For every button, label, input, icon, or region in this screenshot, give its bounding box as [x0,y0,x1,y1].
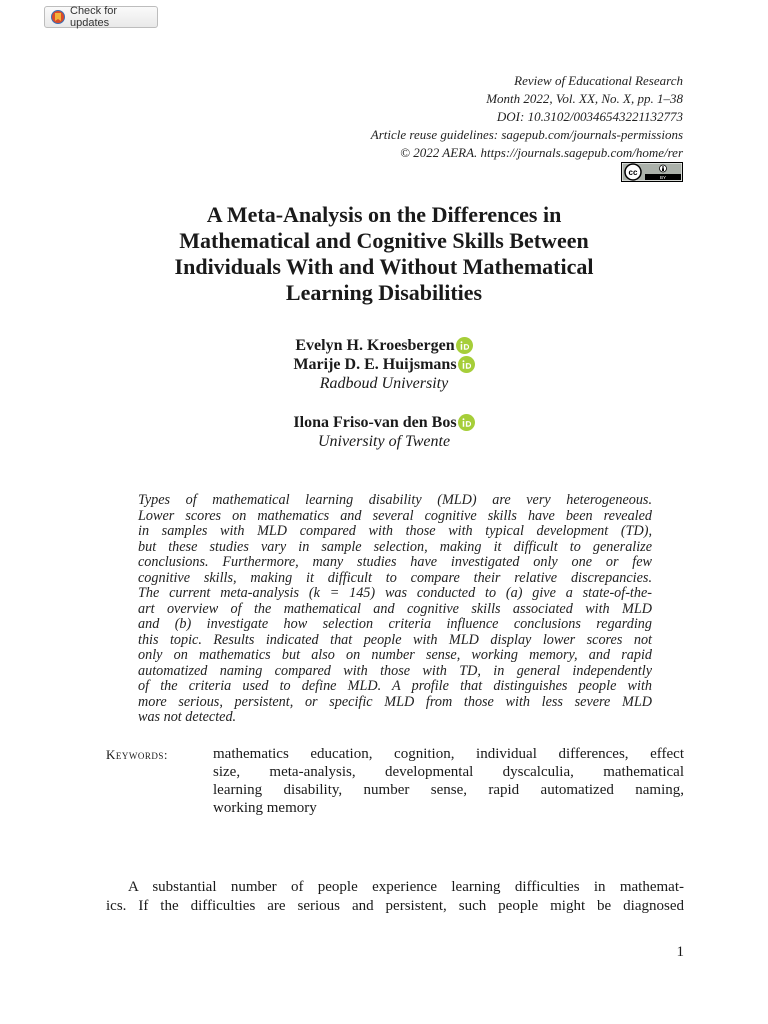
author-affiliation: University of Twente [317,433,451,450]
orcid-icon[interactable] [456,337,473,354]
orcid-icon[interactable] [458,414,475,431]
abstract-line: The current meta-analysis (k = 145) was conducted to (a) give a state-of-the- [138,585,652,601]
author-group-1 [84,336,684,393]
keywords-line: size, meta-analysis, developmental dyscalculia, mathematical [213,764,684,780]
author-row [84,413,684,432]
abstract-line: in samples with MLD compared with those with typical development (TD), [138,523,652,539]
keywords-list [213,745,684,817]
body-line: ics. If the difficulties are serious and persistent, such people might be diagnosed [106,898,684,914]
journal-info [371,72,683,162]
keywords-line: learning disability, number sense, rapid automatized naming, [213,782,684,798]
abstract-line: automatized naming compared with those with TD, in general independently [138,662,652,679]
abstract-line: only on mathematics but also on number sense, working memory, and rapid [138,647,652,663]
abstract-line: this topic. Results indicated that people with MLD display lower scores not [138,631,652,648]
abstract-line: conclusions. Furthermore, many studies have investigated only one or few [138,554,652,570]
author-name: Ilona Friso-van den Bos [293,414,457,431]
abstract-line: art overview of the mathematical and cognitive skills associated with MLD [138,600,652,617]
journal-doi[interactable]: DOI: 10.3102/00346543221132773 [496,109,683,124]
abstract-line: but these studies vary in sample selection, making it difficult to generalize [138,538,652,555]
abstract-line: more serious, persistent, or specific MLD from those with less severe MLD [138,693,652,710]
keywords-line: working memory [213,800,317,816]
check-updates-icon [51,10,65,24]
body-line: A substantial number of people experience learning difficulties in mathemat- [128,879,684,895]
author-row [84,355,684,374]
body-paragraph [106,878,684,916]
abstract-line: of the criteria used to define MLD. A profile that distinguishes people with [138,678,652,694]
title-line: A Meta-Analysis on the Differences in [206,202,562,227]
author-affiliation: Radboud University [319,375,449,392]
abstract-line: Lower scores on mathematics and several cognitive skills have been revealed [138,507,652,524]
check-for-updates-label: Check for updates [70,5,118,29]
abstract-line: Types of mathematical learning disability (MLD) are very heterogeneous. [138,492,652,508]
svg-text:cc: cc [628,168,638,177]
author-name: Evelyn H. Kroesbergen [295,337,455,354]
journal-name: Review of Educational Research [514,73,683,88]
title-line: Mathematical and Cognitive Skills Between [179,228,589,253]
cc-by-icon[interactable] [621,162,683,182]
journal-issue: Month 2022, Vol. XX, No. X, pp. 1–38 [486,91,683,106]
abstract-line: and (b) investigate how selection criteria influence conclusions regarding [138,616,652,632]
keywords-label: Keywords: [106,747,168,762]
title-line: Learning Disabilities [285,280,483,305]
abstract-line: was not detected. [138,709,237,725]
title-line: Individuals With and Without Mathematical [174,254,594,279]
orcid-icon[interactable] [458,356,475,373]
keywords-line: mathematics education, cognition, individual differences, effect [213,746,684,762]
journal-reuse[interactable]: Article reuse guidelines: sagepub.com/journals-permissions [370,127,683,142]
article-title [84,202,684,306]
abstract-line: cognitive skills, making it difficult to compare their relative discrepancies. [138,569,652,586]
svg-text:BY: BY [659,175,667,180]
abstract [138,493,652,726]
author-row [84,336,684,355]
author-name: Marije D. E. Huijsmans [293,356,457,373]
check-for-updates-button[interactable] [44,6,158,28]
journal-copyright[interactable]: © 2022 AERA. https://journals.sagepub.com/home/rer [400,145,683,160]
author-group-2 [84,413,684,451]
page-number: 1 [676,944,684,960]
